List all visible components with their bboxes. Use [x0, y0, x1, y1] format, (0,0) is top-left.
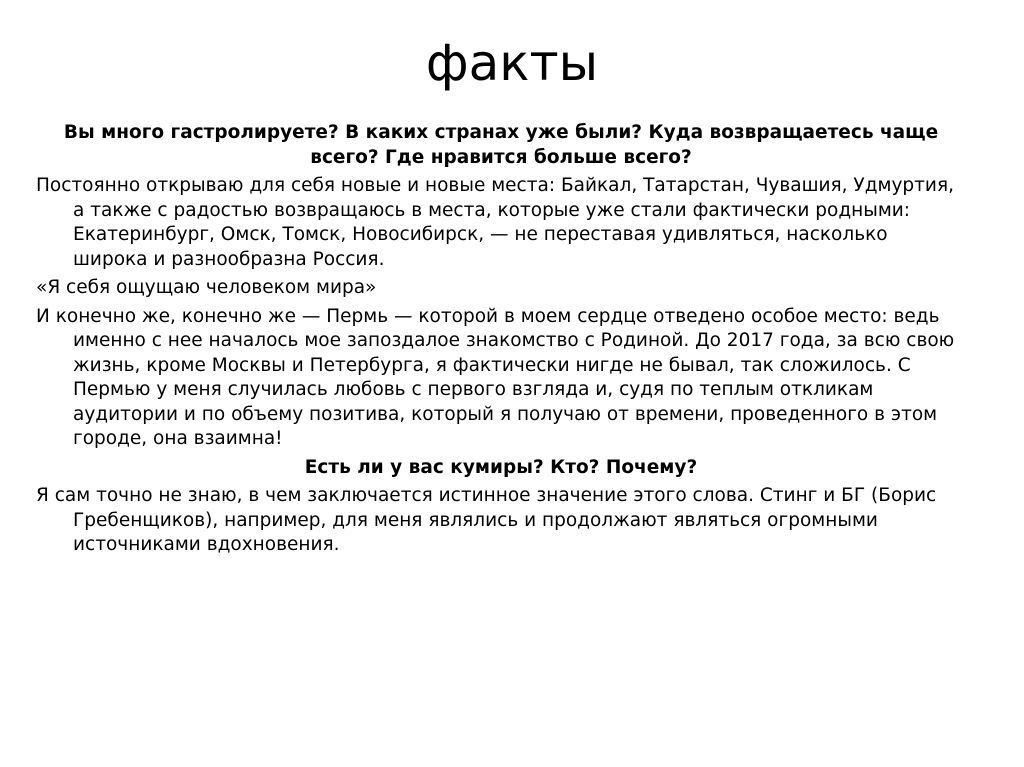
answer-idols: Я сам точно не знаю, в чем заключается истинное значение этого слова. Стинг и БГ (Борис Гребенщиков), например, для меня являлись и продолжают являться огромными источниками вдохновения.: [36, 485, 937, 555]
slide-title: факты: [425, 34, 599, 92]
answer-touring: Постоянно открываю для себя новые и новые места: Байкал, Татарстан, Чувашия, Удмуртия, а также с радостью возвращаюсь в места, которые уже стали фактически родными: Екатеринбург, Омск, Томск, Новосибирск, — не переставая удивляться, насколько широка и разнообразна Россия.: [36, 175, 954, 270]
question-idols: Есть ли у вас кумиры? Кто? Почему?: [304, 456, 698, 478]
answer-perm: И конечно же, конечно же — Пермь — которой в моем сердце отведено особое место: ведь именно с нее началось мое запоздалое знакомство с Родиной. До 2017 года, за всю свою жизнь, кроме Москвы и Петербурга, я фактически нигде не бывал, так сложилось. С Пермью у меня случилась любовь с первого взгляда и, судя по теплым откликам аудитории и по объему позитива, который я получаю от времени, проведенного в этом городе, она взаимна!: [36, 305, 955, 449]
quote-line: «Я себя ощущаю человеком мира»: [36, 277, 377, 298]
slide-body: [36, 121, 966, 562]
question-touring: Вы много гастролируете? В каких странах уже были? Куда возвращаетесь чаще всего? Где нравится больше всего?: [63, 122, 939, 168]
